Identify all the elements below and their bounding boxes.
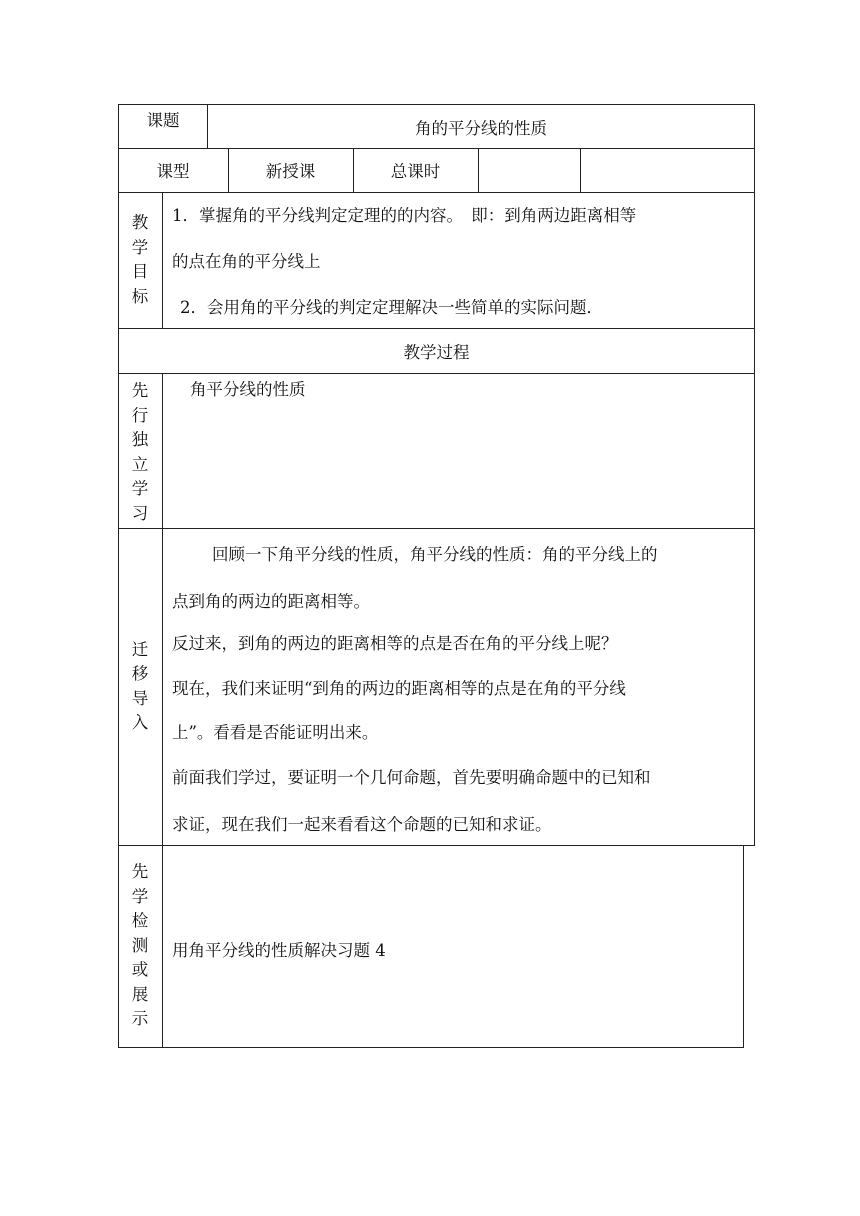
topic-value-text: 角的平分线的性质 (415, 119, 547, 138)
process-title (118, 328, 755, 373)
objectives-line-1: 1．掌握角的平分线判定定理的的内容。 即：到角两边距离相等 (172, 206, 637, 225)
objectives-label (118, 192, 162, 328)
hours-value (478, 148, 580, 192)
rule (118, 1047, 744, 1048)
rule (118, 845, 755, 846)
rule (743, 845, 744, 1048)
hours-label-text: 总课时 (390, 162, 441, 181)
hours-label (353, 148, 478, 192)
rule (118, 373, 755, 374)
section3-label-text: 先学检测或展示 (131, 862, 149, 1029)
type-label (118, 148, 228, 192)
section2-line: 回顾一下角平分线的性质，角平分线的性质：角的平分线上的 (212, 545, 658, 564)
section2-line: 上”。看看是否能证明出来。 (172, 723, 379, 742)
type-value (228, 148, 353, 192)
type-value-text: 新授课 (265, 162, 316, 181)
topic-value (207, 104, 755, 148)
type-label-text: 课型 (156, 162, 190, 181)
rule (162, 373, 163, 1048)
section2-line: 反过来，到角的两边的距离相等的点是否在角的平分线上呢？ (172, 634, 618, 653)
section2-line: 现在，我们来证明“到角的两边的距离相等的点是在角的平分线 (172, 679, 626, 698)
section2-label-text: 迁移导入 (131, 639, 149, 732)
objectives-label-text: 教学目标 (131, 213, 149, 306)
section2-line: 前面我们学过，要证明一个几何命题，首先要明确命题中的已知和 (172, 768, 651, 787)
topic-label (118, 104, 208, 134)
section1-text: 角平分线的性质 (190, 380, 306, 399)
section1-label-text: 先行独立学习 (131, 381, 149, 523)
rule (118, 528, 755, 529)
section2-line: 求证，现在我们一起来看看这个命题的已知和求证。 (172, 815, 552, 834)
rule (162, 192, 163, 328)
section2-label (118, 528, 162, 845)
objectives-line-3: 2．会用角的平分线的判定定理解决一些简单的实际问题． (180, 298, 603, 317)
section3-text: 用角平分线的性质解决习题 4 (172, 941, 386, 960)
section3-label (118, 845, 162, 1047)
topic-label-text: 课题 (146, 111, 180, 130)
process-title-text: 教学过程 (403, 342, 470, 362)
section1-label (118, 373, 162, 528)
rule (118, 192, 755, 193)
rule (754, 104, 755, 846)
rule (580, 148, 581, 192)
section2-line: 点到角的两边的距离相等。 (172, 592, 370, 611)
objectives-line-2: 的点在角的平分线上 (172, 252, 321, 271)
